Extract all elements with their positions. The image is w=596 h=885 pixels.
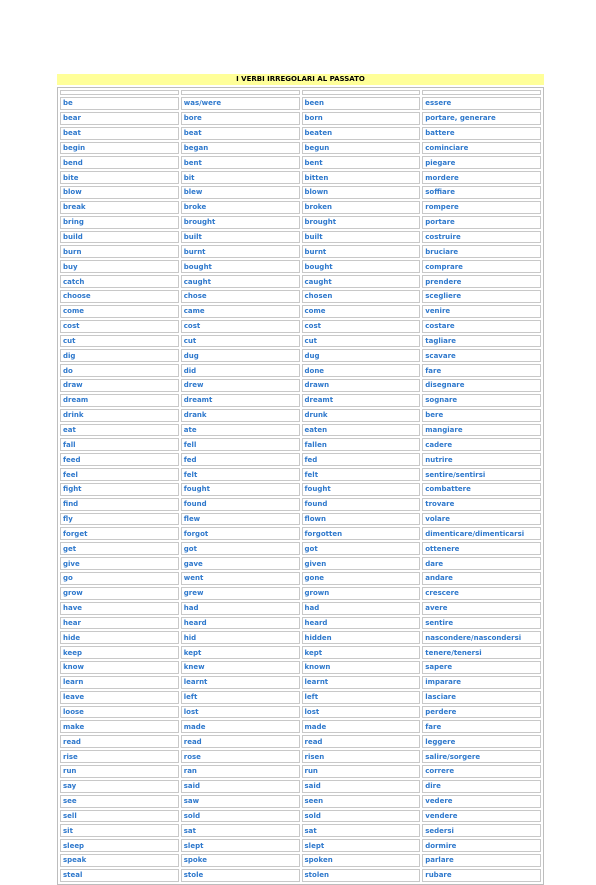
table-row — [60, 438, 541, 451]
past-participle-cell: brought — [302, 216, 421, 229]
past-simple-cell: did — [181, 364, 300, 377]
past-simple-cell: fell — [181, 438, 300, 451]
past-participle-cell: heard — [302, 617, 421, 630]
italian-meaning-cell: nascondere/nascondersi — [422, 631, 541, 644]
table-row — [60, 424, 541, 437]
table-row — [60, 453, 541, 466]
past-simple-cell: spoke — [181, 854, 300, 867]
past-participle-cell: dreamt — [302, 394, 421, 407]
table-row — [60, 839, 541, 852]
table-row — [60, 542, 541, 555]
past-simple-cell: blew — [181, 186, 300, 199]
italian-meaning-cell: cominciare — [422, 142, 541, 155]
base-form-cell: run — [60, 765, 179, 778]
italian-meaning-cell: mordere — [422, 171, 541, 184]
past-participle-cell: gone — [302, 572, 421, 585]
italian-meaning-cell: sedersi — [422, 824, 541, 837]
past-simple-cell: burnt — [181, 245, 300, 258]
italian-meaning-cell: imparare — [422, 676, 541, 689]
base-form-cell: build — [60, 231, 179, 244]
past-simple-cell: ran — [181, 765, 300, 778]
table-row — [60, 527, 541, 540]
past-simple-cell: came — [181, 305, 300, 318]
past-simple-cell: brought — [181, 216, 300, 229]
base-form-cell: sell — [60, 810, 179, 823]
base-form-cell: leave — [60, 691, 179, 704]
base-form-cell: loose — [60, 706, 179, 719]
past-participle-cell: built — [302, 231, 421, 244]
past-simple-cell: stole — [181, 869, 300, 882]
italian-meaning-cell: sentire — [422, 617, 541, 630]
table-row — [60, 795, 541, 808]
italian-meaning-cell: avere — [422, 602, 541, 615]
italian-meaning-cell: fare — [422, 364, 541, 377]
italian-meaning-cell: volare — [422, 513, 541, 526]
past-participle-cell: left — [302, 691, 421, 704]
past-simple-cell: caught — [181, 275, 300, 288]
past-simple-cell: slept — [181, 839, 300, 852]
past-simple-cell: fed — [181, 453, 300, 466]
table-row — [60, 602, 541, 615]
base-form-cell: eat — [60, 424, 179, 437]
past-participle-cell: beaten — [302, 127, 421, 140]
past-participle-cell: had — [302, 602, 421, 615]
past-simple-cell: gave — [181, 557, 300, 570]
italian-meaning-cell: rubare — [422, 869, 541, 882]
italian-meaning-cell: crescere — [422, 587, 541, 600]
italian-meaning-cell: disegnare — [422, 379, 541, 392]
italian-meaning-cell: parlare — [422, 854, 541, 867]
past-simple-cell: lost — [181, 706, 300, 719]
base-form-cell: steal — [60, 869, 179, 882]
past-simple-cell: drew — [181, 379, 300, 392]
past-participle-cell: sold — [302, 810, 421, 823]
past-participle-cell: blown — [302, 186, 421, 199]
table-row — [60, 260, 541, 273]
past-simple-cell: bent — [181, 156, 300, 169]
base-form-cell: dig — [60, 349, 179, 362]
past-participle-cell: fed — [302, 453, 421, 466]
past-simple-cell: cut — [181, 335, 300, 348]
base-form-cell: break — [60, 201, 179, 214]
base-form-cell: catch — [60, 275, 179, 288]
table-row — [60, 468, 541, 481]
past-simple-cell: felt — [181, 468, 300, 481]
italian-meaning-cell: portare, generare — [422, 112, 541, 125]
past-participle-cell: dug — [302, 349, 421, 362]
past-participle-cell: grown — [302, 587, 421, 600]
past-participle-cell: bitten — [302, 171, 421, 184]
base-form-cell: say — [60, 780, 179, 793]
past-simple-cell: went — [181, 572, 300, 585]
table-row — [60, 320, 541, 333]
past-participle-cell: risen — [302, 750, 421, 763]
past-simple-cell: rose — [181, 750, 300, 763]
table-row — [60, 156, 541, 169]
base-form-cell: learn — [60, 676, 179, 689]
empty-cell — [422, 90, 541, 95]
table-row — [60, 275, 541, 288]
table-row — [60, 676, 541, 689]
italian-meaning-cell: sapere — [422, 661, 541, 674]
italian-meaning-cell: leggere — [422, 735, 541, 748]
base-form-cell: buy — [60, 260, 179, 273]
table-row — [60, 557, 541, 570]
italian-meaning-cell: salire/sorgere — [422, 750, 541, 763]
past-simple-cell: dug — [181, 349, 300, 362]
table-row — [60, 765, 541, 778]
base-form-cell: sleep — [60, 839, 179, 852]
italian-meaning-cell: perdere — [422, 706, 541, 719]
past-participle-cell: burnt — [302, 245, 421, 258]
past-participle-cell: given — [302, 557, 421, 570]
header-spacer-row — [60, 90, 541, 95]
past-participle-cell: come — [302, 305, 421, 318]
past-participle-cell: drunk — [302, 409, 421, 422]
table-row — [60, 706, 541, 719]
past-simple-cell: hid — [181, 631, 300, 644]
past-participle-cell: bent — [302, 156, 421, 169]
past-simple-cell: was/were — [181, 97, 300, 110]
base-form-cell: see — [60, 795, 179, 808]
past-simple-cell: forgot — [181, 527, 300, 540]
base-form-cell: drink — [60, 409, 179, 422]
past-participle-cell: begun — [302, 142, 421, 155]
base-form-cell: fall — [60, 438, 179, 451]
base-form-cell: beat — [60, 127, 179, 140]
past-participle-cell: made — [302, 720, 421, 733]
past-simple-cell: chose — [181, 290, 300, 303]
past-participle-cell: cut — [302, 335, 421, 348]
base-form-cell: find — [60, 498, 179, 511]
page-title: I VERBI IRREGOLARI AL PASSATO — [57, 74, 544, 85]
empty-cell — [181, 90, 300, 95]
table-row — [60, 305, 541, 318]
past-participle-cell: learnt — [302, 676, 421, 689]
base-form-cell: begin — [60, 142, 179, 155]
past-participle-cell: run — [302, 765, 421, 778]
table-row — [60, 364, 541, 377]
italian-meaning-cell: mangiare — [422, 424, 541, 437]
past-participle-cell: found — [302, 498, 421, 511]
table-row — [60, 735, 541, 748]
past-simple-cell: broke — [181, 201, 300, 214]
past-participle-cell: caught — [302, 275, 421, 288]
italian-meaning-cell: vendere — [422, 810, 541, 823]
base-form-cell: be — [60, 97, 179, 110]
italian-meaning-cell: scavare — [422, 349, 541, 362]
italian-meaning-cell: andare — [422, 572, 541, 585]
italian-meaning-cell: rompere — [422, 201, 541, 214]
base-form-cell: forget — [60, 527, 179, 540]
italian-meaning-cell: tenere/tenersi — [422, 646, 541, 659]
base-form-cell: fly — [60, 513, 179, 526]
past-participle-cell: born — [302, 112, 421, 125]
table-row — [60, 112, 541, 125]
table-row — [60, 379, 541, 392]
italian-meaning-cell: prendere — [422, 275, 541, 288]
past-simple-cell: flew — [181, 513, 300, 526]
italian-meaning-cell: tagliare — [422, 335, 541, 348]
italian-meaning-cell: bere — [422, 409, 541, 422]
past-simple-cell: made — [181, 720, 300, 733]
base-form-cell: burn — [60, 245, 179, 258]
past-simple-cell: began — [181, 142, 300, 155]
italian-meaning-cell: ottenere — [422, 542, 541, 555]
base-form-cell: keep — [60, 646, 179, 659]
base-form-cell: rise — [60, 750, 179, 763]
base-form-cell: fight — [60, 483, 179, 496]
past-participle-cell: got — [302, 542, 421, 555]
base-form-cell: hide — [60, 631, 179, 644]
base-form-cell: blow — [60, 186, 179, 199]
past-simple-cell: drank — [181, 409, 300, 422]
table-row — [60, 854, 541, 867]
past-simple-cell: dreamt — [181, 394, 300, 407]
past-simple-cell: knew — [181, 661, 300, 674]
italian-meaning-cell: bruciare — [422, 245, 541, 258]
italian-meaning-cell: portare — [422, 216, 541, 229]
past-simple-cell: ate — [181, 424, 300, 437]
table-row — [60, 617, 541, 630]
past-participle-cell: fought — [302, 483, 421, 496]
table-row — [60, 587, 541, 600]
italian-meaning-cell: nutrire — [422, 453, 541, 466]
base-form-cell: bend — [60, 156, 179, 169]
italian-meaning-cell: vedere — [422, 795, 541, 808]
italian-meaning-cell: correre — [422, 765, 541, 778]
base-form-cell: choose — [60, 290, 179, 303]
italian-meaning-cell: battere — [422, 127, 541, 140]
base-form-cell: dream — [60, 394, 179, 407]
empty-cell — [60, 90, 179, 95]
table-row — [60, 186, 541, 199]
table-row — [60, 290, 541, 303]
past-simple-cell: sat — [181, 824, 300, 837]
past-simple-cell: got — [181, 542, 300, 555]
italian-meaning-cell: dimenticare/dimenticarsi — [422, 527, 541, 540]
past-simple-cell: learnt — [181, 676, 300, 689]
past-simple-cell: read — [181, 735, 300, 748]
past-simple-cell: had — [181, 602, 300, 615]
base-form-cell: know — [60, 661, 179, 674]
base-form-cell: draw — [60, 379, 179, 392]
base-form-cell: cost — [60, 320, 179, 333]
past-participle-cell: chosen — [302, 290, 421, 303]
italian-meaning-cell: scegliere — [422, 290, 541, 303]
base-form-cell: bear — [60, 112, 179, 125]
italian-meaning-cell: venire — [422, 305, 541, 318]
table-row — [60, 869, 541, 882]
past-simple-cell: bore — [181, 112, 300, 125]
table-row — [60, 201, 541, 214]
italian-meaning-cell: costare — [422, 320, 541, 333]
past-simple-cell: sold — [181, 810, 300, 823]
past-simple-cell: fought — [181, 483, 300, 496]
italian-meaning-cell: lasciare — [422, 691, 541, 704]
table-row — [60, 661, 541, 674]
table-row — [60, 409, 541, 422]
table-row — [60, 231, 541, 244]
table-row — [60, 349, 541, 362]
italian-meaning-cell: soffiare — [422, 186, 541, 199]
table-row — [60, 483, 541, 496]
table-row — [60, 513, 541, 526]
italian-meaning-cell: cadere — [422, 438, 541, 451]
past-participle-cell: bought — [302, 260, 421, 273]
past-participle-cell: read — [302, 735, 421, 748]
past-participle-cell: been — [302, 97, 421, 110]
italian-meaning-cell: dormire — [422, 839, 541, 852]
table-row — [60, 142, 541, 155]
past-participle-cell: cost — [302, 320, 421, 333]
table-row — [60, 750, 541, 763]
table-row — [60, 646, 541, 659]
italian-meaning-cell: combattere — [422, 483, 541, 496]
italian-meaning-cell: fare — [422, 720, 541, 733]
past-simple-cell: cost — [181, 320, 300, 333]
table-row — [60, 572, 541, 585]
past-participle-cell: fallen — [302, 438, 421, 451]
italian-meaning-cell: dire — [422, 780, 541, 793]
irregular-verbs-table — [57, 87, 544, 885]
past-participle-cell: seen — [302, 795, 421, 808]
past-participle-cell: broken — [302, 201, 421, 214]
table-row — [60, 720, 541, 733]
base-form-cell: feed — [60, 453, 179, 466]
past-participle-cell: sat — [302, 824, 421, 837]
past-simple-cell: built — [181, 231, 300, 244]
base-form-cell: hear — [60, 617, 179, 630]
base-form-cell: have — [60, 602, 179, 615]
past-participle-cell: kept — [302, 646, 421, 659]
table-row — [60, 97, 541, 110]
italian-meaning-cell: sentire/sentirsi — [422, 468, 541, 481]
italian-meaning-cell: sognare — [422, 394, 541, 407]
past-simple-cell: kept — [181, 646, 300, 659]
italian-meaning-cell: trovare — [422, 498, 541, 511]
past-participle-cell: forgotten — [302, 527, 421, 540]
italian-meaning-cell: comprare — [422, 260, 541, 273]
base-form-cell: read — [60, 735, 179, 748]
table-row — [60, 335, 541, 348]
past-participle-cell: flown — [302, 513, 421, 526]
table-row — [60, 780, 541, 793]
past-participle-cell: drawn — [302, 379, 421, 392]
table-row — [60, 127, 541, 140]
base-form-cell: do — [60, 364, 179, 377]
base-form-cell: sit — [60, 824, 179, 837]
base-form-cell: get — [60, 542, 179, 555]
past-participle-cell: spoken — [302, 854, 421, 867]
base-form-cell: bring — [60, 216, 179, 229]
past-participle-cell: slept — [302, 839, 421, 852]
table-row — [60, 394, 541, 407]
base-form-cell: come — [60, 305, 179, 318]
past-simple-cell: bought — [181, 260, 300, 273]
base-form-cell: go — [60, 572, 179, 585]
italian-meaning-cell: costruire — [422, 231, 541, 244]
past-participle-cell: stolen — [302, 869, 421, 882]
table-row — [60, 631, 541, 644]
italian-meaning-cell: piegare — [422, 156, 541, 169]
past-simple-cell: bit — [181, 171, 300, 184]
past-simple-cell: left — [181, 691, 300, 704]
past-participle-cell: hidden — [302, 631, 421, 644]
past-simple-cell: said — [181, 780, 300, 793]
past-participle-cell: done — [302, 364, 421, 377]
past-simple-cell: found — [181, 498, 300, 511]
table-row — [60, 498, 541, 511]
table-row — [60, 691, 541, 704]
past-participle-cell: lost — [302, 706, 421, 719]
past-participle-cell: felt — [302, 468, 421, 481]
italian-meaning-cell: dare — [422, 557, 541, 570]
past-simple-cell: grew — [181, 587, 300, 600]
base-form-cell: speak — [60, 854, 179, 867]
past-simple-cell: saw — [181, 795, 300, 808]
table-row — [60, 245, 541, 258]
table-row — [60, 171, 541, 184]
past-participle-cell: known — [302, 661, 421, 674]
base-form-cell: feel — [60, 468, 179, 481]
base-form-cell: cut — [60, 335, 179, 348]
empty-cell — [302, 90, 421, 95]
past-participle-cell: said — [302, 780, 421, 793]
past-simple-cell: beat — [181, 127, 300, 140]
base-form-cell: grow — [60, 587, 179, 600]
table-row — [60, 810, 541, 823]
italian-meaning-cell: essere — [422, 97, 541, 110]
base-form-cell: bite — [60, 171, 179, 184]
table-row — [60, 216, 541, 229]
verb-table-body — [60, 90, 541, 882]
past-participle-cell: eaten — [302, 424, 421, 437]
base-form-cell: make — [60, 720, 179, 733]
past-simple-cell: heard — [181, 617, 300, 630]
table-row — [60, 824, 541, 837]
base-form-cell: give — [60, 557, 179, 570]
